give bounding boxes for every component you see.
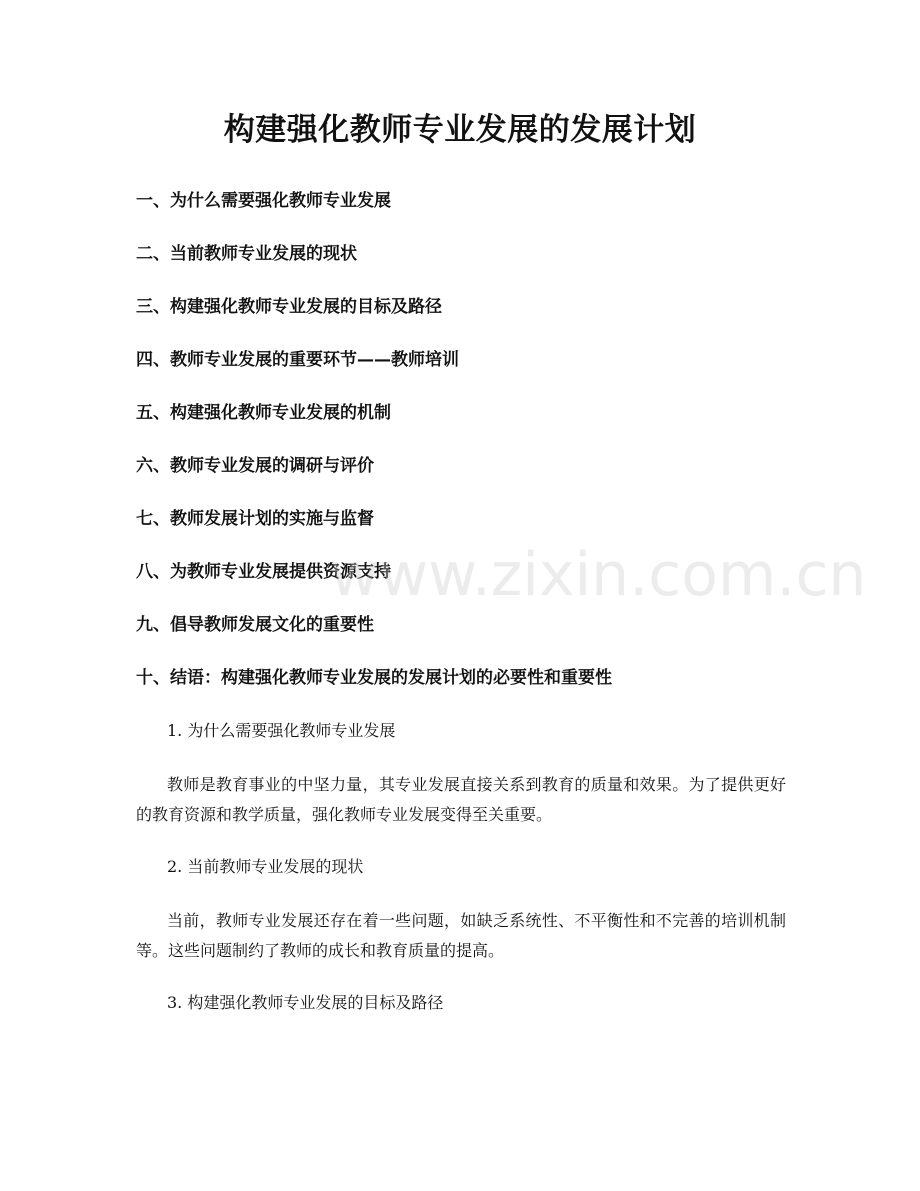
outline-item: 四、教师专业发展的重要环节——教师培训 [136,350,459,370]
outline-item: 三、构建强化教师专业发展的目标及路径 [136,297,442,317]
outline-item: 一、为什么需要强化教师专业发展 [136,191,391,211]
section-paragraph: 教师是教育事业的中坚力量，其专业发展直接关系到教育的质量和效果。为了提供更好的教育资源和教学质量，强化教师专业发展变得至关重要。 [136,775,786,824]
document-body [136,716,786,1018]
section-heading: 2. 当前教师专业发展的现状 [167,857,364,876]
outline-list [136,186,816,716]
section-heading: 1. 为什么需要强化教师专业发展 [167,721,396,740]
outline-item: 九、倡导教师发展文化的重要性 [136,615,374,635]
outline-item: 二、当前教师专业发展的现状 [136,244,357,264]
watermark: www.zixin.com.cn [330,540,867,610]
section-paragraph: 当前，教师专业发展还存在着一些问题，如缺乏系统性、不平衡性和不完善的培训机制等。这些问题制约了教师的成长和教育质量的提高。 [136,911,786,960]
section-heading: 3. 构建强化教师专业发展的目标及路径 [167,993,444,1012]
outline-item: 十、结语：构建强化教师专业发展的发展计划的必要性和重要性 [136,668,612,688]
document-title: 构建强化教师专业发展的发展计划 [223,112,697,148]
outline-item: 六、教师专业发展的调研与评价 [136,456,374,476]
outline-item: 七、教师发展计划的实施与监督 [136,509,374,529]
outline-item: 五、构建强化教师专业发展的机制 [136,403,391,423]
outline-item: 八、为教师专业发展提供资源支持 [136,562,391,582]
